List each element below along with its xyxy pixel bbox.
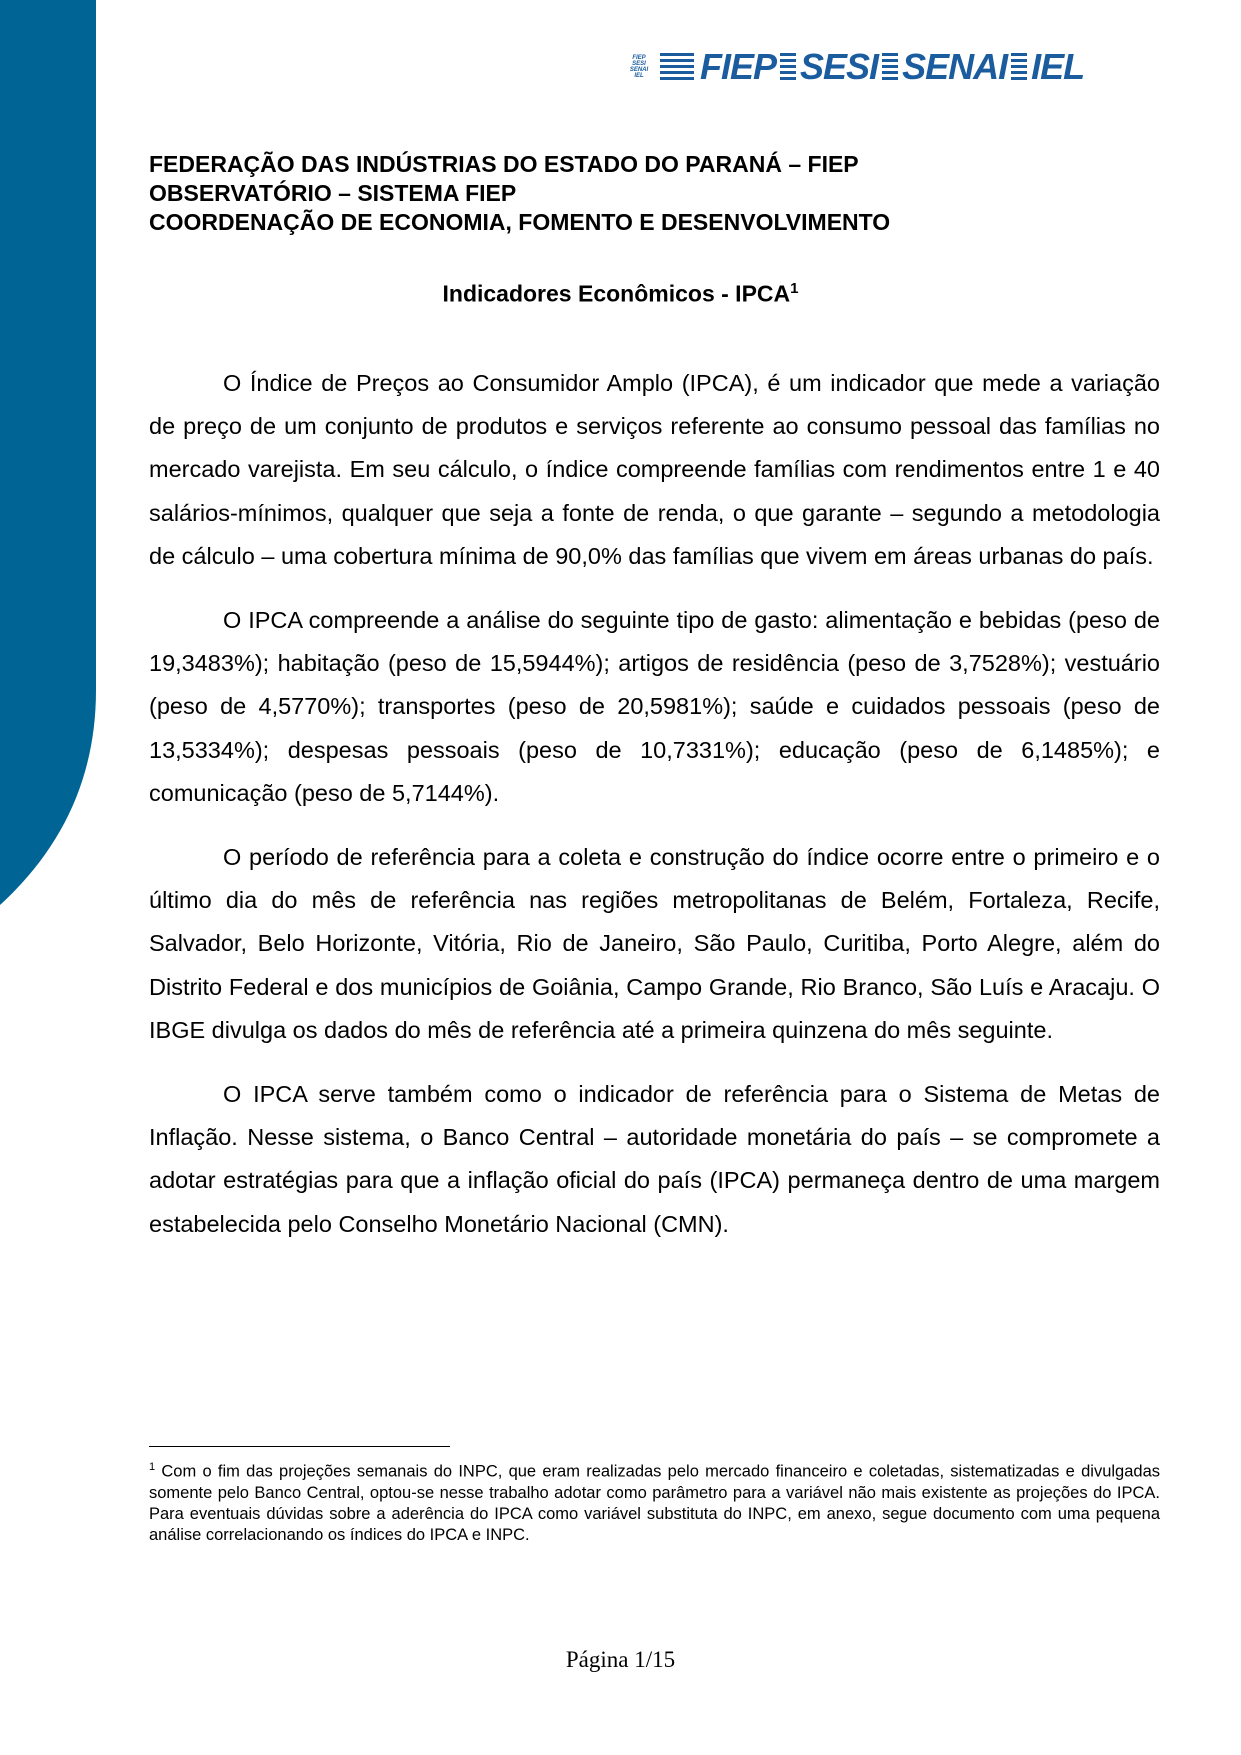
side-band-shape <box>0 0 96 905</box>
document-header <box>149 150 1149 237</box>
logo-separator-icon <box>882 53 898 81</box>
footnote-marker: 1 <box>149 1461 156 1473</box>
logo-word-iel: IEL <box>1031 46 1085 87</box>
paragraph-inflation-targets: O IPCA serve também como o indicador de referência para o Sistema de Metas de Inflação. Nesse sistema, o Banco Central – autoridade monetária do país – se compromete a adotar estratégias para que a inflação oficial do país (IPCA) permaneça dentro de uma margem estabelecida pelo Conselho Monetário Nacional (CMN). <box>149 1081 1160 1237</box>
institution-logo <box>624 48 1198 86</box>
logo-word-senai: SENAI <box>902 46 1008 87</box>
header-federation: FEDERAÇÃO DAS INDÚSTRIAS DO ESTADO DO PARANÁ – FIEP <box>149 151 859 177</box>
side-band-graphic <box>0 0 100 910</box>
header-coordination: COORDENAÇÃO DE ECONOMIA, FOMENTO E DESENVOLVIMENTO <box>149 209 891 235</box>
document-body <box>149 362 1160 1267</box>
footnote-text: Com o fim das projeções semanais do INPC, que eram realizadas pelo mercado financeiro e coletadas, sistematizadas e divulgadas somente pelo Banco Central, optou-se nesse trabalho adotar como parâmetro para a variável não mais existente as projeções do IPCA. Para eventuais dúvidas sobre a aderência do IPCA como variável substituta do INPC, em anexo, segue documento com uma pequena análise correlacionando os índices do IPCA e INPC. <box>149 1462 1160 1544</box>
document-title <box>0 280 1241 308</box>
logo-word-fiep: FIEP <box>700 46 777 87</box>
title-footnote-ref: 1 <box>790 280 799 297</box>
logo-small-stack <box>624 55 654 79</box>
logo-small-fiep: FIEP <box>632 55 646 61</box>
footnote <box>149 1457 1160 1546</box>
logo-stripes-icon <box>660 53 694 81</box>
logo-small-iel: IEL <box>634 73 644 79</box>
document-title-text: Indicadores Econômicos - IPCA <box>442 280 791 307</box>
logo-separator-icon <box>1011 53 1027 81</box>
paragraph-ipca-definition: O Índice de Preços ao Consumidor Amplo (IPCA), é um indicador que mede a variação de preço de um conjunto de produtos e serviços referente ao consumo pessoal das famílias no mercado varejista. Em seu cálculo, o índice compreende famílias com rendimentos entre 1 e 40 salários-mínimos, qualquer que seja a fonte de renda, o que garante – segundo a metodologia de cálculo – uma cobertura mínima de 90,0% das famílias que vivem em áreas urbanas do país. <box>149 370 1160 569</box>
paragraph-reference-period: O período de referência para a coleta e construção do índice ocorre entre o primeiro e o último dia do mês de referência nas regiões metropolitanas de Belém, Fortaleza, Recife, Salvador, Belo Horizonte, Vitória, Rio de Janeiro, São Paulo, Curitiba, Porto Alegre, além do Distrito Federal e dos municípios de Goiânia, Campo Grande, Rio Branco, São Luís e Aracaju. O IBGE divulga os dados do mês de referência até a primeira quinzena do mês seguinte. <box>149 844 1160 1043</box>
logo-word-sesi: SESI <box>800 46 879 87</box>
logo-small-senai: SENAI <box>629 67 649 73</box>
footnote-divider <box>149 1446 450 1447</box>
logo-separator-icon <box>780 53 796 81</box>
page-number: Página 1/15 <box>565 1647 676 1672</box>
header-observatory: OBSERVATÓRIO – SISTEMA FIEP <box>149 180 517 206</box>
logo-small-sesi: SESI <box>632 61 646 67</box>
paragraph-expense-weights: O IPCA compreende a análise do seguinte tipo de gasto: alimentação e bebidas (peso de 19,3483%); habitação (peso de 15,5944%); artigos de residência (peso de 3,7528%); vestuário (peso de 4,5770%); transportes (peso de 20,5981%); saúde e cuidados pessoais (peso de 13,5334%); despesas pessoais (peso de 10,7331%); educação (peso de 6,1485%); e comunicação (peso de 5,7144%). <box>149 607 1160 806</box>
